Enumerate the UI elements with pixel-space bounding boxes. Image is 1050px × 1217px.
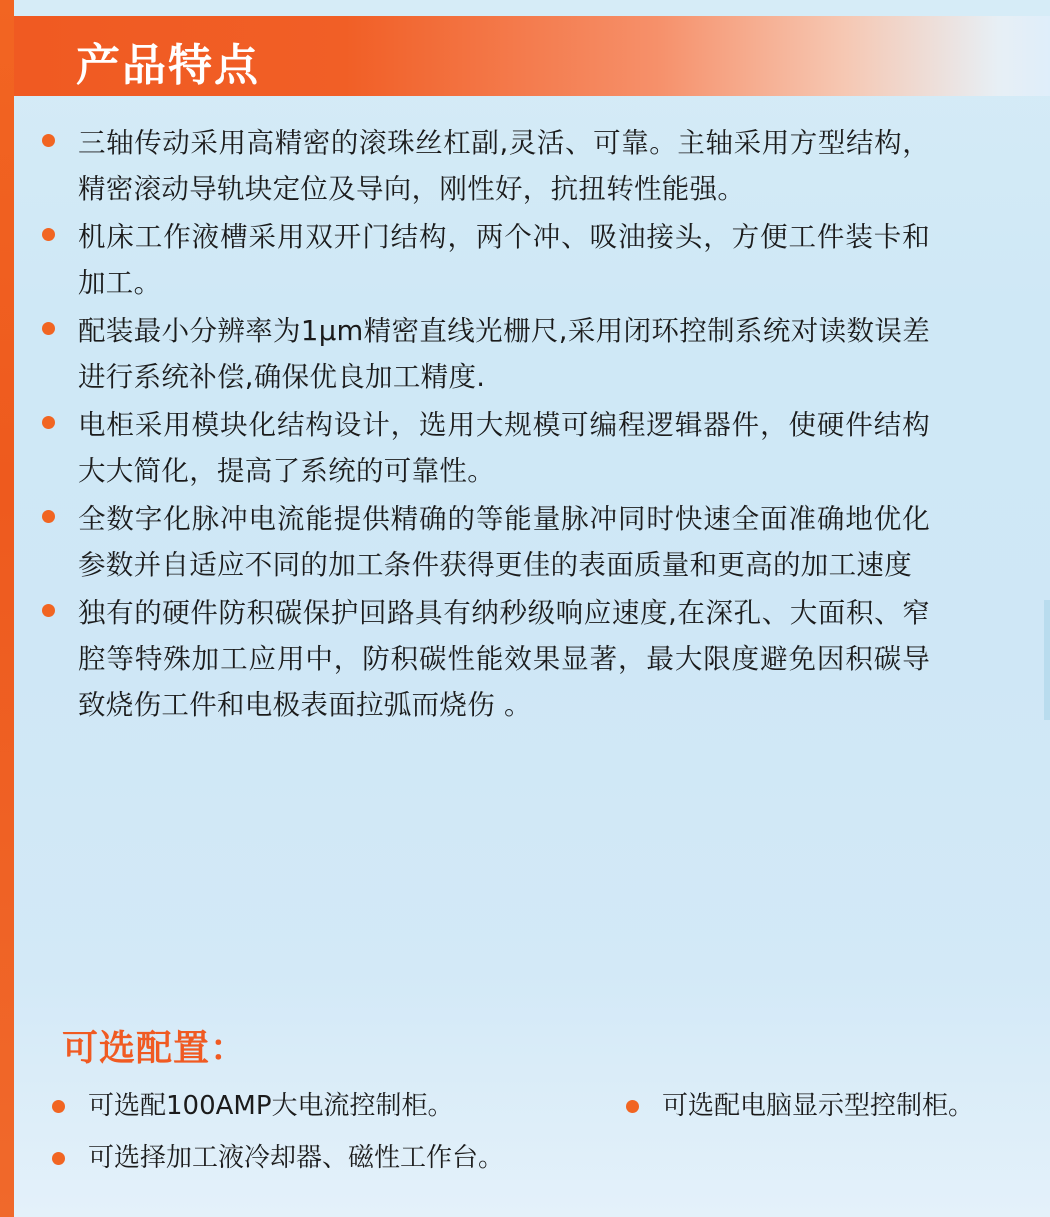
bullet-icon — [42, 322, 55, 335]
feature-text: 全数字化脉冲电流能提供精确的等能量脉冲同时快速全面准确地优化参数并自适应不同的加工条件获得更佳的表面质量和更高的加工速度 — [78, 503, 930, 581]
optional-item-label: 可选配电脑显示型控制柜。 — [662, 1091, 975, 1121]
list-item — [30, 308, 930, 400]
optional-item — [42, 1086, 454, 1126]
feature-text: 三轴传动采用高精密的滚珠丝杠副,灵活、可靠。主轴采用方型结构，精密滚动导轨块定位及导向，刚性好，抗扭转性能强。 — [78, 127, 930, 205]
bullet-icon — [42, 604, 55, 617]
bullet-icon — [52, 1152, 65, 1165]
list-item — [30, 120, 930, 212]
bullet-icon — [626, 1100, 639, 1113]
optional-config-title: 可选配置： — [62, 1028, 248, 1069]
features-list — [30, 120, 930, 730]
bullet-icon — [42, 134, 55, 147]
left-accent-bar — [0, 0, 14, 1217]
optional-item — [42, 1138, 504, 1178]
feature-text: 电柜采用模块化结构设计，选用大规模可编程逻辑器件，使硬件结构大大简化，提高了系统的可靠性。 — [78, 409, 930, 487]
list-item — [30, 496, 930, 588]
list-item — [30, 214, 930, 306]
bullet-icon — [42, 416, 55, 429]
page-title: 产品特点 — [76, 40, 260, 91]
optional-item — [616, 1086, 974, 1126]
optional-item-label: 可选配100AMP大电流控制柜。 — [88, 1091, 454, 1121]
bullet-icon — [52, 1100, 65, 1113]
section-header-band — [14, 16, 1050, 96]
feature-text: 独有的硬件防积碳保护回路具有纳秒级响应速度,在深孔、大面积、窄腔等特殊加工应用中，防积碳性能效果显著，最大限度避免因积碳导致烧伤工件和电极表面拉弧而烧伤 。 — [78, 597, 930, 721]
list-item — [30, 402, 930, 494]
feature-text: 机床工作液槽采用双开门结构，两个冲、吸油接头，方便工件装卡和加工。 — [78, 221, 930, 299]
list-item — [30, 590, 930, 728]
optional-config-list — [30, 1086, 1040, 1190]
feature-text: 配装最小分辨率为1μm精密直线光栅尺,采用闭环控制系统对读数误差进行系统补偿,确保优良加工精度. — [78, 315, 930, 393]
right-edge-accent — [1044, 600, 1050, 720]
bullet-icon — [42, 510, 55, 523]
optional-item-label: 可选择加工液冷却器、磁性工作台。 — [88, 1143, 505, 1173]
bullet-icon — [42, 228, 55, 241]
list-item — [30, 1138, 1040, 1190]
list-item — [30, 1086, 1040, 1138]
